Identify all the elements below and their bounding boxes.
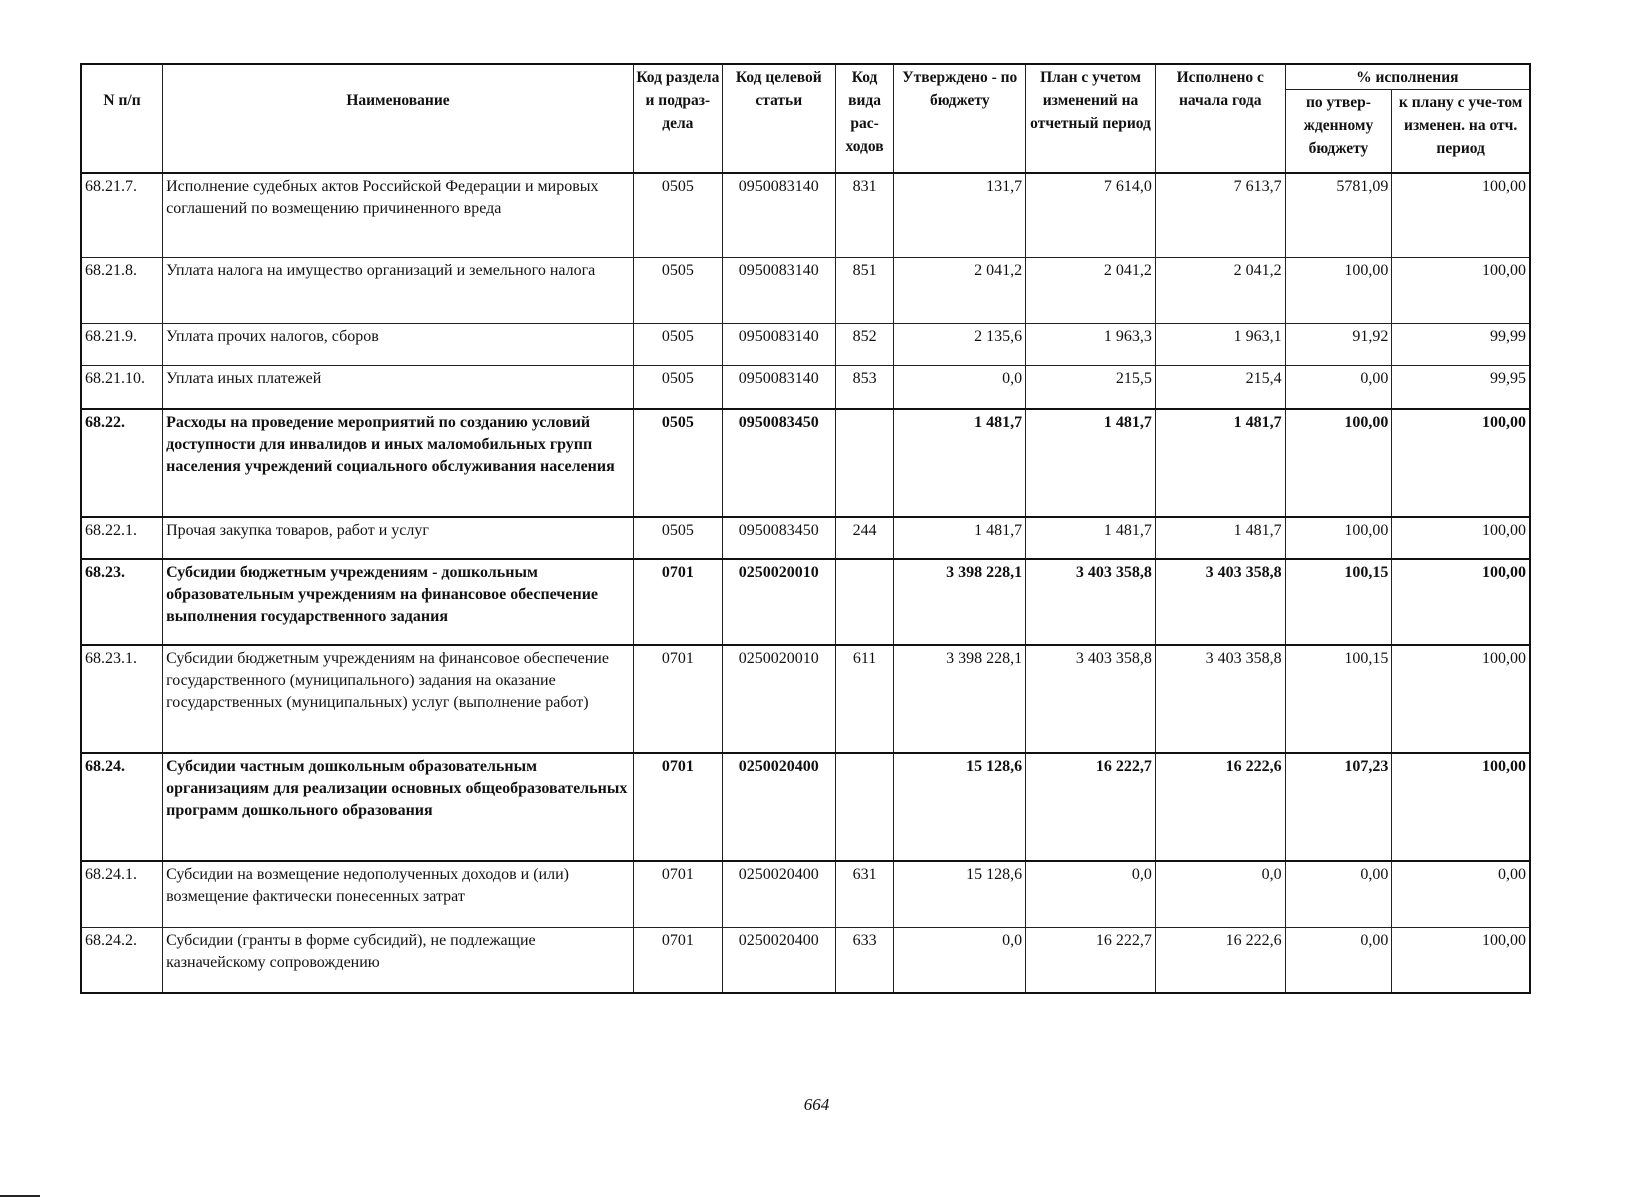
cell-name: Субсидии бюджетным учреждениям - дошкольным образовательным учреждениям на финансовое обеспечение выполнения государственного задания (163, 559, 634, 645)
cell-plan: 2 041,2 (1026, 257, 1156, 323)
cell-expense-code: 852 (835, 323, 894, 365)
cell-plan: 215,5 (1026, 365, 1156, 409)
cell-approved: 0,0 (894, 365, 1026, 409)
page-number: 664 (803, 1095, 830, 1114)
cell-pct-approved: 107,23 (1285, 753, 1392, 861)
cell-approved: 15 128,6 (894, 753, 1026, 861)
table-row (81, 517, 1530, 559)
cell-executed: 1 481,7 (1155, 517, 1285, 559)
cell-executed: 1 481,7 (1155, 409, 1285, 517)
cell-num: 68.23. (81, 559, 163, 645)
cell-executed: 215,4 (1155, 365, 1285, 409)
cell-num: 68.21.7. (81, 173, 163, 257)
cell-name: Субсидии (гранты в форме субсидий), не подлежащие казначейскому сопровождению (163, 927, 634, 993)
cell-target-code: 0250020400 (722, 861, 835, 927)
table-row (81, 409, 1530, 517)
cell-num: 68.22.1. (81, 517, 163, 559)
cell-plan: 3 403 358,8 (1026, 645, 1156, 753)
table-header (81, 64, 1530, 173)
cell-num: 68.24.2. (81, 927, 163, 993)
cell-section-code: 0701 (633, 645, 722, 753)
cell-plan: 1 481,7 (1026, 409, 1156, 517)
cell-approved: 0,0 (894, 927, 1026, 993)
budget-sheet (80, 63, 1531, 994)
cell-expense-code: 244 (835, 517, 894, 559)
cell-executed: 0,0 (1155, 861, 1285, 927)
cell-expense-code: 611 (835, 645, 894, 753)
cell-target-code: 0950083140 (722, 365, 835, 409)
cell-pct-approved: 100,15 (1285, 645, 1392, 753)
cell-expense-code: 631 (835, 861, 894, 927)
cell-pct-approved: 100,00 (1285, 257, 1392, 323)
cell-plan: 16 222,7 (1026, 753, 1156, 861)
table-body (81, 173, 1530, 993)
cell-num: 68.24. (81, 753, 163, 861)
header-expense-code: Код вида рас-ходов (835, 64, 894, 173)
cell-num: 68.21.8. (81, 257, 163, 323)
header-name: Наименование (163, 64, 634, 173)
cell-expense-code: 853 (835, 365, 894, 409)
cell-target-code: 0950083450 (722, 409, 835, 517)
cell-pct-plan: 100,00 (1392, 409, 1530, 517)
cell-pct-plan: 0,00 (1392, 861, 1530, 927)
budget-table (80, 63, 1531, 994)
cell-pct-approved: 91,92 (1285, 323, 1392, 365)
cell-section-code: 0505 (633, 323, 722, 365)
cell-executed: 16 222,6 (1155, 753, 1285, 861)
cell-target-code: 0950083450 (722, 517, 835, 559)
cell-section-code: 0701 (633, 861, 722, 927)
cell-pct-approved: 100,00 (1285, 517, 1392, 559)
cell-target-code: 0950083140 (722, 323, 835, 365)
cell-expense-code: 831 (835, 173, 894, 257)
cell-executed: 1 963,1 (1155, 323, 1285, 365)
header-num: N п/п (81, 64, 163, 173)
cell-pct-approved: 100,15 (1285, 559, 1392, 645)
margin-mark (0, 1195, 40, 1197)
cell-name: Расходы на проведение мероприятий по созданию условий доступности для инвалидов и иных маломобильных групп населения учреждений социального обслуживания населения (163, 409, 634, 517)
cell-name: Уплата налога на имущество организаций и земельного налога (163, 257, 634, 323)
cell-executed: 3 403 358,8 (1155, 559, 1285, 645)
table-row (81, 323, 1530, 365)
cell-target-code: 0250020400 (722, 753, 835, 861)
cell-approved: 1 481,7 (894, 517, 1026, 559)
cell-plan: 3 403 358,8 (1026, 559, 1156, 645)
cell-num: 68.22. (81, 409, 163, 517)
cell-target-code: 0250020010 (722, 645, 835, 753)
cell-pct-approved: 0,00 (1285, 365, 1392, 409)
cell-approved: 3 398 228,1 (894, 645, 1026, 753)
cell-pct-plan: 100,00 (1392, 257, 1530, 323)
cell-section-code: 0505 (633, 365, 722, 409)
header-approved: Утверждено - по бюджету (894, 64, 1026, 173)
cell-target-code: 0250020010 (722, 559, 835, 645)
cell-pct-approved: 0,00 (1285, 861, 1392, 927)
cell-executed: 7 613,7 (1155, 173, 1285, 257)
cell-pct-approved: 5781,09 (1285, 173, 1392, 257)
cell-name: Субсидии частным дошкольным образовательным организациям для реализации основных общеобразовательных программ дошкольного образования (163, 753, 634, 861)
cell-name: Исполнение судебных актов Российской Федерации и мировых соглашений по возмещению причиненного вреда (163, 173, 634, 257)
header-section-code: Код раздела и подраз-дела (633, 64, 722, 173)
cell-pct-approved: 100,00 (1285, 409, 1392, 517)
cell-target-code: 0250020400 (722, 927, 835, 993)
cell-pct-plan: 100,00 (1392, 559, 1530, 645)
cell-section-code: 0701 (633, 753, 722, 861)
cell-expense-code (835, 559, 894, 645)
cell-plan: 7 614,0 (1026, 173, 1156, 257)
cell-pct-plan: 100,00 (1392, 517, 1530, 559)
cell-name: Субсидии бюджетным учреждениям на финансовое обеспечение государственного (муниципального) задания на оказание государственных (муниципальных) услуг (выполнение работ) (163, 645, 634, 753)
header-pct-group: % исполнения (1285, 64, 1530, 90)
cell-plan: 16 222,7 (1026, 927, 1156, 993)
cell-pct-plan: 100,00 (1392, 753, 1530, 861)
cell-name: Уплата иных платежей (163, 365, 634, 409)
cell-pct-plan: 100,00 (1392, 927, 1530, 993)
cell-num: 68.24.1. (81, 861, 163, 927)
cell-approved: 15 128,6 (894, 861, 1026, 927)
cell-plan: 1 481,7 (1026, 517, 1156, 559)
table-row (81, 861, 1530, 927)
cell-pct-plan: 100,00 (1392, 645, 1530, 753)
cell-pct-plan: 99,95 (1392, 365, 1530, 409)
cell-expense-code: 851 (835, 257, 894, 323)
cell-executed: 3 403 358,8 (1155, 645, 1285, 753)
cell-expense-code (835, 753, 894, 861)
cell-num: 68.23.1. (81, 645, 163, 753)
header-pct-plan: к плану с уче-том изменен. на отч. период (1392, 90, 1530, 174)
header-plan: План с учетом изменений на отчетный период (1026, 64, 1156, 173)
cell-target-code: 0950083140 (722, 257, 835, 323)
cell-section-code: 0505 (633, 257, 722, 323)
table-row (81, 257, 1530, 323)
table-row (81, 559, 1530, 645)
table-row (81, 365, 1530, 409)
cell-expense-code: 633 (835, 927, 894, 993)
cell-approved: 131,7 (894, 173, 1026, 257)
cell-pct-approved: 0,00 (1285, 927, 1392, 993)
cell-target-code: 0950083140 (722, 173, 835, 257)
cell-approved: 1 481,7 (894, 409, 1026, 517)
table-row (81, 173, 1530, 257)
cell-executed: 2 041,2 (1155, 257, 1285, 323)
cell-section-code: 0505 (633, 409, 722, 517)
cell-approved: 3 398 228,1 (894, 559, 1026, 645)
cell-section-code: 0701 (633, 559, 722, 645)
cell-section-code: 0505 (633, 173, 722, 257)
cell-pct-plan: 100,00 (1392, 173, 1530, 257)
cell-plan: 1 963,3 (1026, 323, 1156, 365)
cell-name: Прочая закупка товаров, работ и услуг (163, 517, 634, 559)
cell-name: Субсидии на возмещение недополученных доходов и (или) возмещение фактически понесенных затрат (163, 861, 634, 927)
table-row (81, 753, 1530, 861)
cell-approved: 2 041,2 (894, 257, 1026, 323)
cell-section-code: 0701 (633, 927, 722, 993)
cell-approved: 2 135,6 (894, 323, 1026, 365)
cell-pct-plan: 99,99 (1392, 323, 1530, 365)
cell-section-code: 0505 (633, 517, 722, 559)
cell-expense-code (835, 409, 894, 517)
cell-num: 68.21.9. (81, 323, 163, 365)
cell-plan: 0,0 (1026, 861, 1156, 927)
header-pct-approved: по утвер-жденному бюджету (1285, 90, 1392, 174)
table-row (81, 645, 1530, 753)
table-row (81, 927, 1530, 993)
cell-name: Уплата прочих налогов, сборов (163, 323, 634, 365)
cell-num: 68.21.10. (81, 365, 163, 409)
header-target-code: Код целевой статьи (722, 64, 835, 173)
cell-executed: 16 222,6 (1155, 927, 1285, 993)
header-executed: Исполнено с начала года (1155, 64, 1285, 173)
